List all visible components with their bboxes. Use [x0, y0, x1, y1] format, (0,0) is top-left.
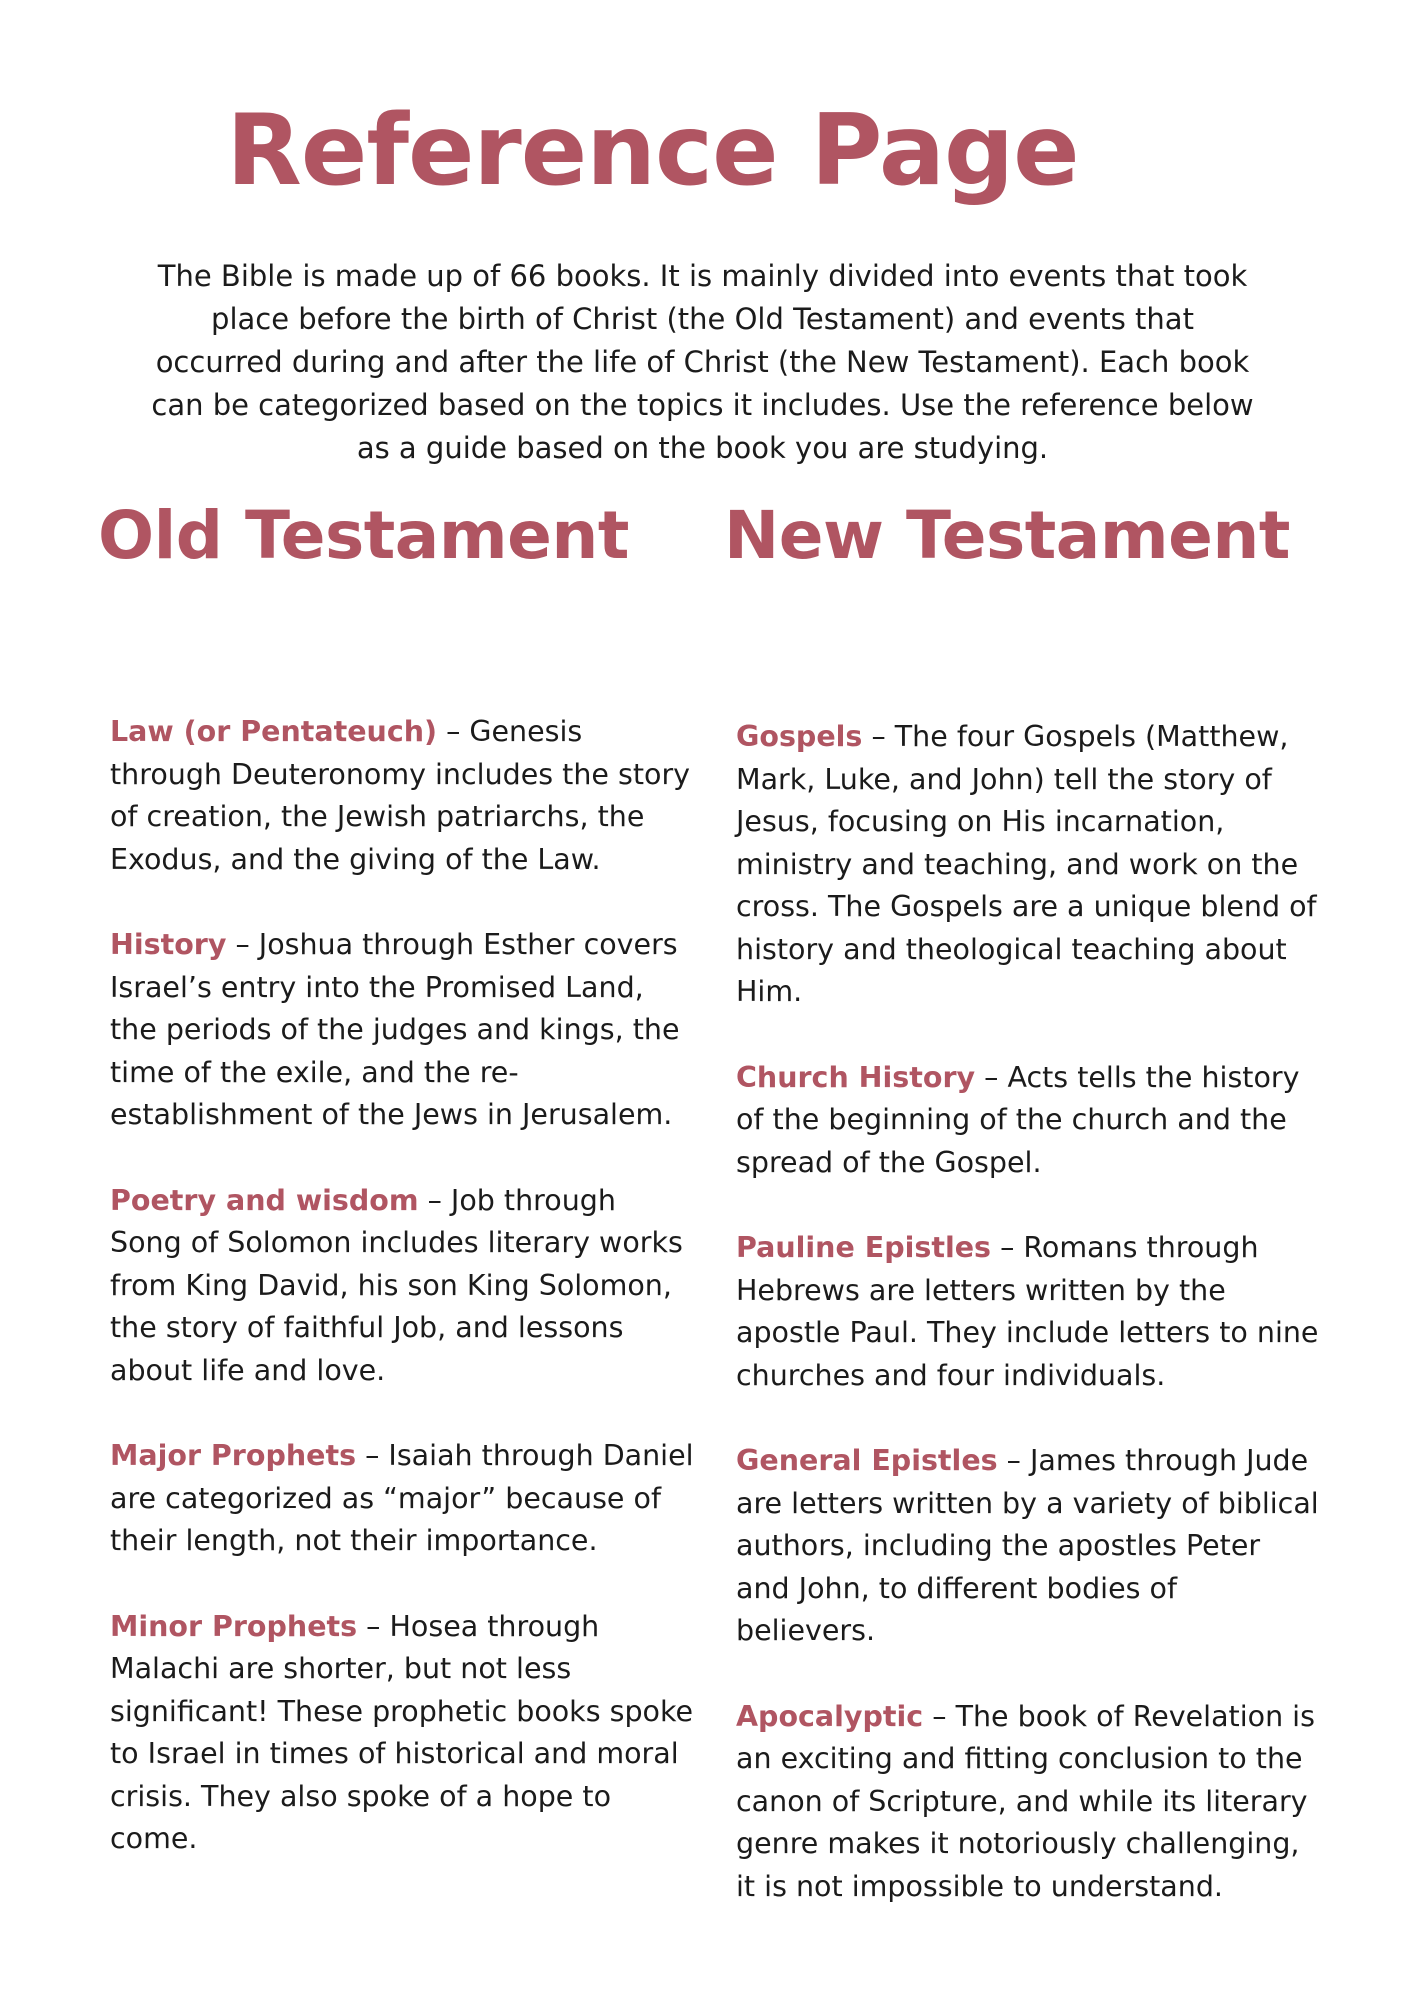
entry-major-prophets — [110, 1435, 695, 1563]
entry-title: Pauline Epistles — [736, 1231, 992, 1264]
entry-general-epistles — [736, 1440, 1321, 1653]
entry-title: History — [110, 928, 227, 961]
entry-title: Apocalyptic — [736, 1699, 924, 1733]
entry-text: – Hosea through Malachi are shorter, but not less significant! These prophetic books spoke to Israel in times of historical and moral crisis. They also spoke of a hope to come. — [110, 1609, 693, 1855]
old-testament-heading: Old Testament — [98, 497, 629, 574]
entry-text: – The book of Revelation is an exciting and fitting conclusion to the canon of Scripture, and while its literary genre makes it notoriously challenging, it is not impossible to understand. — [736, 1699, 1315, 1903]
entry-title: Gospels — [736, 720, 863, 753]
entry-poetry-and-wisdom — [110, 1180, 695, 1393]
entry-text: – Acts tells the history of the beginning of the church and the spread of the Gospel. — [736, 1060, 1300, 1179]
entry-text: – Romans through Hebrews are letters written by the apostle Paul. They include letters to nine churches and four individuals. — [736, 1231, 1319, 1392]
new-testament-column — [736, 716, 1321, 1951]
entry-apocalyptic — [736, 1696, 1321, 1909]
entry-title: Church History — [736, 1060, 976, 1094]
entry-pauline-epistles — [736, 1227, 1321, 1397]
entry-text: – Joshua through Esther covers Israel’s entry into the Promised Land, the periods of the judges and kings, the time of the exile, and the re-establishment of the Jews in Jerusalem. — [110, 928, 680, 1131]
entry-church-history — [736, 1057, 1321, 1185]
entry-text: – Genesis through Deuteronomy includes the story of creation, the Jewish patriarchs, the Exodus, and the giving of the Law. — [110, 715, 691, 876]
entry-text: – Isaiah through Daniel are categorized as “major” because of their length, not their importance. — [110, 1439, 694, 1557]
entry-gospels — [736, 716, 1321, 1014]
entry-title: Major Prophets — [110, 1439, 357, 1472]
entry-law — [110, 711, 695, 881]
entry-text: – The four Gospels (Matthew, Mark, Luke, and John) tell the story of Jesus, focusing on His incarnation, ministry and teaching, and work on the cross. The Gospels are a unique blend of history and theological teaching about Him. — [736, 720, 1317, 1008]
entry-title: Poetry and wisdom — [110, 1183, 419, 1217]
entry-title: Law (or Pentateuch) — [110, 715, 438, 748]
old-testament-column — [110, 711, 695, 1904]
new-testament-heading: New Testament — [724, 497, 1290, 574]
entry-text: – James through Jude are letters written by a variety of biblical authors, including the apostles Peter and John, to different bodies of believers. — [736, 1444, 1319, 1647]
entry-title: Minor Prophets — [110, 1609, 358, 1643]
intro-paragraph: The Bible is made up of 66 books. It is mainly divided into events that took place before the birth of Christ (the Old Testament) and events that occurred during and after the life of Christ (the New Testament). Each book can be categorized based on the topics it includes. Use the reference below as a guide based on the book you are studying. — [151, 259, 1254, 465]
entry-history — [110, 924, 695, 1137]
entry-text: – Job through Song of Solomon includes literary works from King David, his son King Solomon, the story of faithful Job, and lessons about life and love. — [110, 1183, 683, 1387]
entry-minor-prophets — [110, 1606, 695, 1861]
entry-title: General Epistles — [736, 1444, 998, 1477]
page-title: Reference Page — [226, 94, 1079, 208]
